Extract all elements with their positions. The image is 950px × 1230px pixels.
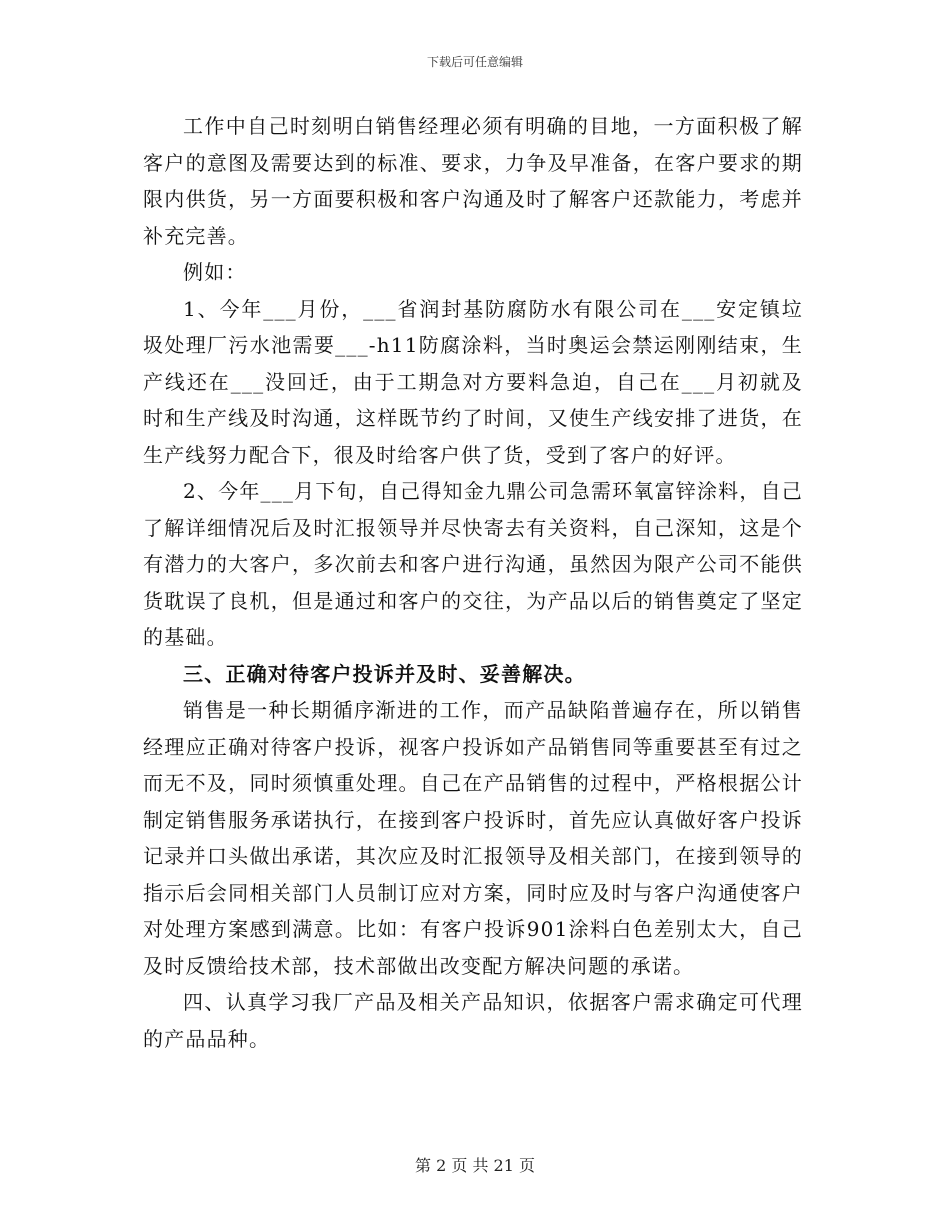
paragraph-sales-goals: 工作中自己时刻明白销售经理必须有明确的目地，一方面积极了解客户的意图及需要达到的标准、要求，力争及早准备，在客户要求的期限内供货，另一方面要积极和客户沟通及时了解客户还款能力，考虑并补充完善。 <box>143 114 803 248</box>
paragraph-example-1: 1、今年___月份，___省润封基防腐防水有限公司在___安定镇垃圾处理厂污水池需要___-h11防腐涂料，当时奥运会禁运刚刚结束，生产线还在___没回迁，由于工期急对方要料急迫，自己在___月初就及时和生产线及时沟通，这样既节约了时间，又使生产线安排了进货，在生产线努力配合下，很及时给客户供了货，受到了客户的好评。 <box>143 296 803 467</box>
document-body <box>143 108 803 1057</box>
paragraph-complaints: 销售是一种长期循序渐进的工作，而产品缺陷普遍存在，所以销售经理应正确对待客户投诉，视客户投诉如产品销售同等重要甚至有过之而无不及，同时须慎重处理。自己在产品销售的过程中，严格根据公计制定销售服务承诺执行，在接到客户投诉时，首先应认真做好客户投诉记录并口头做出承诺，其次应及时汇报领导及相关部门，在接到领导的指示后会同相关部门人员制订应对方案，同时应及时与客户沟通使客户对处理方案感到满意。比如：有客户投诉901涂料白色差别太大，自己及时反馈给技术部，技术部做出改变配方解决问题的承诺。 <box>143 698 803 978</box>
page-footer: 第 2 页 共 21 页 <box>415 1156 535 1175</box>
paragraph-example-2: 2、今年___月下旬，自己得知金九鼎公司急需环氧富锌涂料，自己了解详细情况后及时汇报领导并尽快寄去有关资料，自己深知，这是个有潜力的大客户，多次前去和客户进行沟通，虽然因为限产公司不能供货耽误了良机，但是通过和客户的交往，为产品以后的销售奠定了坚定的基础。 <box>143 479 803 649</box>
page-header: 下载后可任意编辑 <box>426 55 523 69</box>
section-heading-3: 三、正确对待客户投诉并及时、妥善解决。 <box>183 661 586 686</box>
paragraph-example-intro: 例如： <box>183 260 247 284</box>
section-heading-4: 四、认真学习我厂产品及相关产品知识，依据客户需求确定可代理的产品品种。 <box>143 990 803 1051</box>
